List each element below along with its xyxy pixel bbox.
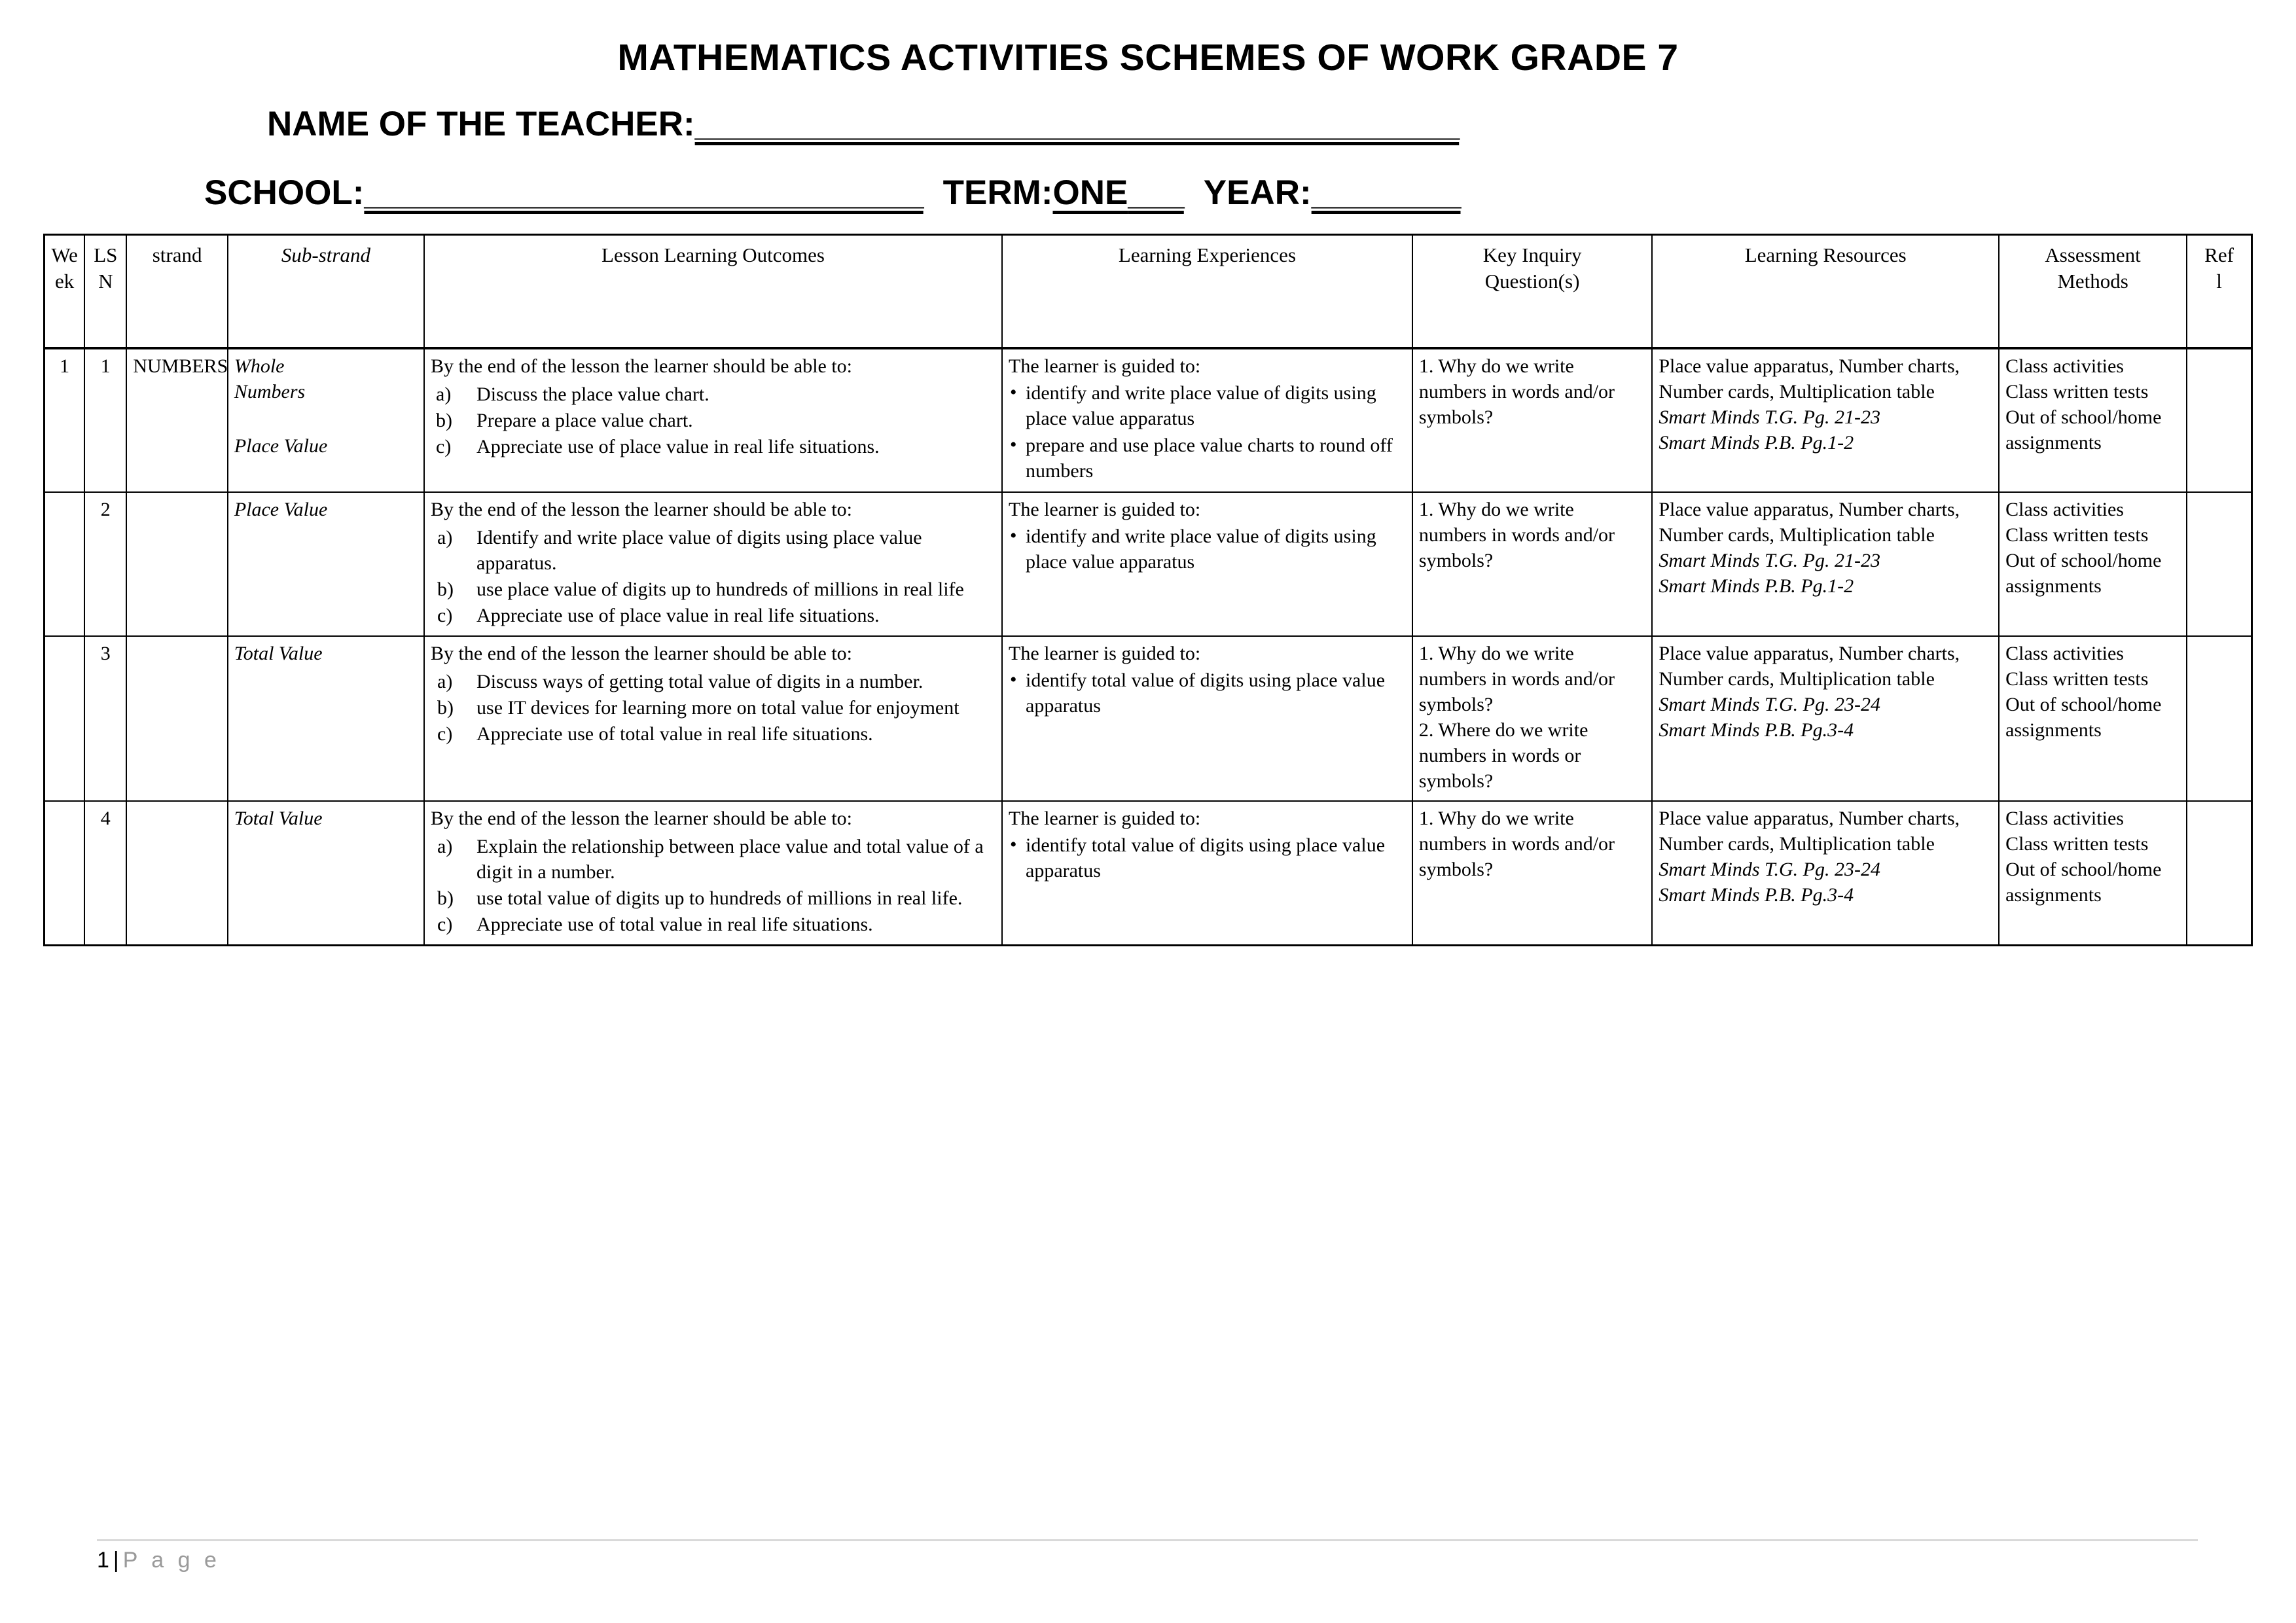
footer-page-indicator xyxy=(97,1548,2199,1573)
am-item: Class activities xyxy=(2005,355,2124,377)
cell-learning-experiences xyxy=(1002,348,1412,492)
llo-item: Identify and write place value of digits using place value apparatus. xyxy=(476,527,922,574)
cell-lsn: 1 xyxy=(84,348,126,492)
substrand-line-1: Whole xyxy=(234,355,285,377)
lr-reference-tg: Smart Minds T.G. Pg. 23-24 xyxy=(1659,859,1880,880)
cell-week: 1 xyxy=(45,348,85,492)
column-header-ref-line2: l xyxy=(2216,270,2222,293)
llo-item: Appreciate use of place value in real life situations. xyxy=(476,436,880,457)
column-header-am-line2: Methods xyxy=(2057,270,2128,293)
am-item: Out of school/home assignments xyxy=(2005,694,2162,741)
am-item: Class written tests xyxy=(2005,381,2149,402)
year-label: YEAR: xyxy=(1203,173,1312,212)
le-intro: The learner is guided to: xyxy=(1009,808,1201,829)
llo-item: Appreciate use of total value in real life situations. xyxy=(476,723,873,745)
table-row xyxy=(45,348,2252,492)
schemes-of-work-table-wrapper xyxy=(0,210,2296,946)
page-footer xyxy=(0,1539,2296,1573)
schemes-of-work-table xyxy=(43,234,2253,946)
term-label: TERM: xyxy=(942,173,1053,212)
column-header-key-inquiry-questions xyxy=(1412,235,1652,349)
le-item: • identify total value of digits using place value apparatus xyxy=(1009,832,1406,883)
le-intro: The learner is guided to: xyxy=(1009,355,1201,377)
column-header-week-line1: We xyxy=(51,243,78,266)
substrand-line-1: Place Value xyxy=(234,499,328,520)
document-header xyxy=(0,0,2296,210)
le-item: • identify and write place value of digits using place value apparatus xyxy=(1009,524,1406,575)
term-value[interactable]: ONE xyxy=(1052,173,1128,212)
llo-item: Prepare a place value chart. xyxy=(476,410,693,431)
cell-lsn: 3 xyxy=(84,636,126,801)
column-header-week-line2: ek xyxy=(55,270,75,293)
cell-substrand xyxy=(228,636,424,801)
le-list xyxy=(1009,668,1406,719)
llo-list xyxy=(431,525,996,628)
llo-intro: By the end of the lesson the learner should be able to: xyxy=(431,499,853,520)
llo-item: Explain the relationship between place value and total value of a digit in a number. xyxy=(476,836,984,883)
school-term-year-line xyxy=(0,141,2296,210)
llo-item: use IT devices for learning more on total value for enjoyment xyxy=(476,697,960,719)
column-header-substrand: Sub-strand xyxy=(228,235,424,349)
substrand-line-3: Place Value xyxy=(234,435,328,457)
am-item: Out of school/home assignments xyxy=(2005,406,2162,454)
lr-reference-pb: Smart Minds P.B. Pg.1-2 xyxy=(1659,432,1854,454)
le-list xyxy=(1009,832,1406,883)
am-item: Class activities xyxy=(2005,499,2124,520)
llo-item: use place value of digits up to hundreds of millions in real life xyxy=(476,579,964,600)
lr-reference-pb: Smart Minds P.B. Pg.1-2 xyxy=(1659,575,1854,597)
cell-lesson-learning-outcomes xyxy=(424,348,1002,492)
cell-assessment-methods xyxy=(1999,492,2187,636)
am-item: Class activities xyxy=(2005,643,2124,664)
cell-learning-resources xyxy=(1652,492,1999,636)
kiq-item: 1. Why do we write numbers in words and/or symbols? xyxy=(1418,808,1615,880)
lr-materials: Place value apparatus, Number charts, Number cards, Multiplication table xyxy=(1659,808,1960,855)
le-intro: The learner is guided to: xyxy=(1009,499,1201,520)
llo-item: Discuss the place value chart. xyxy=(476,383,709,405)
table-body xyxy=(45,348,2252,946)
am-item: Class activities xyxy=(2005,808,2124,829)
cell-assessment-methods xyxy=(1999,801,2187,946)
am-item: Class written tests xyxy=(2005,668,2149,690)
table-row xyxy=(45,636,2252,801)
kiq-item: 1. Why do we write numbers in words and/or symbols? xyxy=(1418,643,1615,715)
lr-materials: Place value apparatus, Number charts, Number cards, Multiplication table xyxy=(1659,643,1960,690)
page-title: MATHEMATICS ACTIVITIES SCHEMES OF WORK GRADE 7 xyxy=(617,37,1679,79)
llo-intro: By the end of the lesson the learner should be able to: xyxy=(431,355,853,377)
teacher-name-label: NAME OF THE TEACHER: xyxy=(267,105,695,143)
cell-learning-resources xyxy=(1652,801,1999,946)
cell-substrand xyxy=(228,492,424,636)
substrand-gap xyxy=(234,404,418,433)
cell-key-inquiry-questions xyxy=(1412,636,1652,801)
column-header-kiq-line1: Key Inquiry xyxy=(1482,243,1582,266)
am-item: Out of school/home assignments xyxy=(2005,550,2162,597)
substrand-line-1: Total Value xyxy=(234,808,323,829)
llo-intro: By the end of the lesson the learner should be able to: xyxy=(431,808,853,829)
cell-lesson-learning-outcomes xyxy=(424,636,1002,801)
cell-substrand xyxy=(228,348,424,492)
column-header-lsn xyxy=(84,235,126,349)
substrand-line-1: Total Value xyxy=(234,643,323,664)
am-item: Class written tests xyxy=(2005,833,2149,855)
lr-materials: Place value apparatus, Number charts, Number cards, Multiplication table xyxy=(1659,499,1960,546)
cell-learning-experiences xyxy=(1002,636,1412,801)
cell-learning-resources xyxy=(1652,636,1999,801)
cell-learning-experiences xyxy=(1002,492,1412,636)
lr-reference-tg: Smart Minds T.G. Pg. 21-23 xyxy=(1659,406,1880,428)
cell-strand xyxy=(126,801,228,946)
cell-learning-resources xyxy=(1652,348,1999,492)
le-list xyxy=(1009,524,1406,575)
llo-item: Appreciate use of place value in real life situations. xyxy=(476,605,880,626)
lr-reference-tg: Smart Minds T.G. Pg. 21-23 xyxy=(1659,550,1880,571)
school-blank[interactable]: ______________________________ xyxy=(364,173,924,212)
term-blank[interactable]: ___ xyxy=(1128,173,1184,212)
cell-assessment-methods xyxy=(1999,636,2187,801)
le-item: • identify and write place value of digits using place value apparatus xyxy=(1009,380,1406,431)
cell-strand: NUMBERS xyxy=(126,348,228,492)
cell-lesson-learning-outcomes xyxy=(424,801,1002,946)
lr-reference-pb: Smart Minds P.B. Pg.3-4 xyxy=(1659,884,1854,906)
cell-ref xyxy=(2187,801,2251,946)
column-header-learning-resources: Learning Resources xyxy=(1652,235,1999,349)
llo-item: use total value of digits up to hundreds of millions in real life. xyxy=(476,887,963,909)
year-blank[interactable]: ________ xyxy=(1311,173,1461,212)
column-header-ref-line1: Ref xyxy=(2204,243,2234,266)
table-row xyxy=(45,801,2252,946)
lr-reference-pb: Smart Minds P.B. Pg.3-4 xyxy=(1659,719,1854,741)
kiq-item: 1. Why do we write numbers in words and/or symbols? xyxy=(1418,355,1615,428)
footer-page-word: P a g e xyxy=(122,1548,221,1573)
table-row xyxy=(45,492,2252,636)
lr-reference-tg: Smart Minds T.G. Pg. 23-24 xyxy=(1659,694,1880,715)
column-header-lsn-line1: LS xyxy=(94,243,118,266)
lr-materials: Place value apparatus, Number charts, Number cards, Multiplication table xyxy=(1659,355,1960,402)
le-list xyxy=(1009,380,1406,484)
llo-intro: By the end of the lesson the learner should be able to: xyxy=(431,643,853,664)
column-header-ref xyxy=(2187,235,2251,349)
le-item: • prepare and use place value charts to round off numbers xyxy=(1009,433,1406,484)
llo-list xyxy=(431,834,996,937)
table-header-row xyxy=(45,235,2252,349)
footer-separator: | xyxy=(113,1548,120,1573)
cell-week xyxy=(45,636,85,801)
kiq-item: 2. Where do we write numbers in words or symbols? xyxy=(1418,719,1588,792)
footer-divider xyxy=(97,1539,2198,1541)
cell-lsn: 4 xyxy=(84,801,126,946)
cell-lesson-learning-outcomes xyxy=(424,492,1002,636)
school-label: SCHOOL: xyxy=(204,173,365,212)
cell-key-inquiry-questions xyxy=(1412,801,1652,946)
cell-substrand xyxy=(228,801,424,946)
cell-ref xyxy=(2187,492,2251,636)
am-item: Out of school/home assignments xyxy=(2005,859,2162,906)
cell-ref xyxy=(2187,636,2251,801)
le-intro: The learner is guided to: xyxy=(1009,643,1201,664)
column-header-am-line1: Assessment xyxy=(2045,243,2141,266)
cell-week xyxy=(45,801,85,946)
cell-lsn: 2 xyxy=(84,492,126,636)
column-header-lsn-line2: N xyxy=(98,270,113,293)
cell-ref xyxy=(2187,348,2251,492)
cell-week xyxy=(45,492,85,636)
column-header-lesson-learning-outcomes: Lesson Learning Outcomes xyxy=(424,235,1002,349)
column-header-kiq-line2: Question(s) xyxy=(1484,270,1580,293)
substrand-line-2: Numbers xyxy=(234,381,306,402)
column-header-assessment-methods xyxy=(1999,235,2187,349)
le-item: • identify total value of digits using place value apparatus xyxy=(1009,668,1406,719)
kiq-item: 1. Why do we write numbers in words and/or symbols? xyxy=(1418,499,1615,571)
teacher-name-line xyxy=(0,77,2296,141)
llo-item: Appreciate use of total value in real life situations. xyxy=(476,914,873,935)
column-header-learning-experiences: Learning Experiences xyxy=(1002,235,1412,349)
llo-item: Discuss ways of getting total value of digits in a number. xyxy=(476,671,924,692)
am-item: Class written tests xyxy=(2005,524,2149,546)
cell-key-inquiry-questions xyxy=(1412,348,1652,492)
column-header-strand: strand xyxy=(126,235,228,349)
cell-learning-experiences xyxy=(1002,801,1412,946)
cell-strand xyxy=(126,492,228,636)
cell-key-inquiry-questions xyxy=(1412,492,1652,636)
cell-strand xyxy=(126,636,228,801)
llo-list xyxy=(431,382,996,459)
teacher-name-blank[interactable]: _________________________________________ xyxy=(694,105,1460,143)
column-header-week xyxy=(45,235,85,349)
cell-assessment-methods xyxy=(1999,348,2187,492)
llo-list xyxy=(431,669,996,747)
footer-page-number: 1 xyxy=(97,1548,111,1573)
